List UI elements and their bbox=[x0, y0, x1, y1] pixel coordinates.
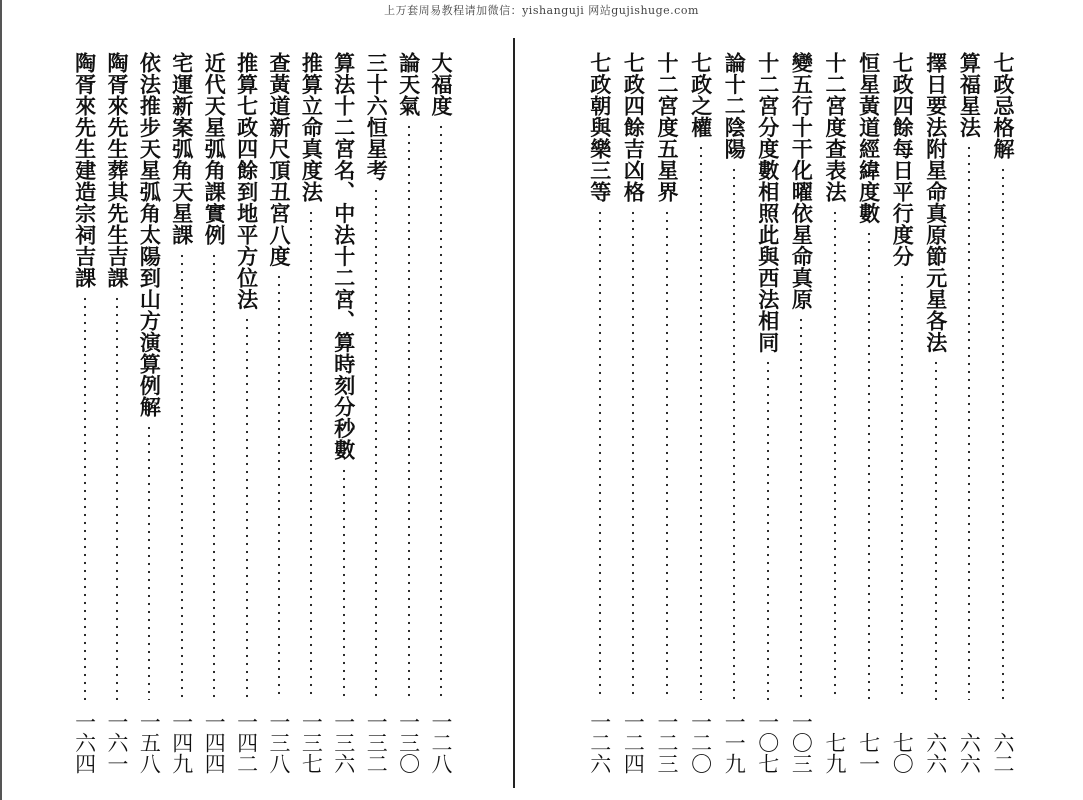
toc-entry-left-2 bbox=[395, 52, 423, 774]
toc-entry-right-10 bbox=[687, 52, 715, 774]
toc-entry-page: 六六 bbox=[957, 732, 982, 774]
toc-entry-page: 一二六 bbox=[587, 711, 612, 774]
toc-entry-title: 算法十二宮名、中法十二宮、算時刻分秒數 bbox=[331, 52, 357, 461]
toc-dot-leader bbox=[84, 295, 86, 701]
toc-entry-right-12 bbox=[619, 52, 647, 774]
toc-entry-right-6 bbox=[821, 52, 849, 774]
toc-entry-page: 一二四 bbox=[621, 711, 646, 774]
toc-entry-title: 十二宮度五星界 bbox=[655, 52, 680, 203]
toc-entry-right-7 bbox=[787, 52, 815, 774]
toc-dot-leader bbox=[440, 123, 442, 701]
toc-entry-page: 一四二 bbox=[234, 711, 259, 774]
toc-entry-page: 一六四 bbox=[72, 711, 97, 774]
toc-entry-title: 變五行十干化曜依星命真原 bbox=[789, 52, 815, 310]
toc-entry-page: 六二 bbox=[991, 732, 1015, 774]
toc-entry-page: 一二三 bbox=[655, 711, 679, 774]
toc-dot-leader bbox=[767, 359, 769, 700]
toc-entry-page: 七九 bbox=[823, 732, 847, 774]
toc-dot-leader bbox=[375, 187, 377, 700]
left-page bbox=[0, 0, 513, 800]
toc-entry-left-1 bbox=[427, 52, 455, 774]
toc-entry-left-12 bbox=[71, 52, 99, 774]
toc-entry-title: 陶胥來先生葬其先生吉課 bbox=[105, 52, 130, 289]
toc-dot-leader bbox=[901, 273, 903, 700]
toc-entry-page: 一五八 bbox=[137, 711, 162, 774]
toc-entry-title: 算福星法 bbox=[957, 52, 983, 138]
toc-entry-right-13 bbox=[586, 52, 614, 774]
toc-dot-leader bbox=[213, 252, 215, 701]
toc-entry-title: 論天氣 bbox=[396, 52, 422, 117]
toc-entry-page: 一三七 bbox=[299, 711, 324, 774]
toc-entry-right-5 bbox=[855, 52, 883, 774]
toc-entry-left-11 bbox=[103, 52, 131, 774]
toc-dot-leader bbox=[700, 144, 702, 700]
toc-entry-page: 一六一 bbox=[105, 711, 129, 774]
toc-dot-leader bbox=[116, 295, 118, 701]
toc-entry-title: 論十二陰陽 bbox=[722, 52, 748, 160]
toc-entry-title: 陶胥來先生建造宗祠吉課 bbox=[72, 52, 98, 289]
toc-entry-title: 近代天星弧角課實例 bbox=[202, 52, 228, 246]
toc-dot-leader bbox=[408, 123, 410, 701]
toc-dot-leader bbox=[800, 316, 802, 700]
toc-entry-page: 七一 bbox=[856, 732, 881, 774]
toc-entry-title: 十二宮度查表法 bbox=[823, 52, 848, 203]
toc-entry-title: 七政四餘吉凶格 bbox=[621, 52, 647, 203]
toc-entry-title: 恒星黃道經緯度數 bbox=[856, 52, 882, 224]
toc-entry-page: 一三八 bbox=[267, 711, 291, 774]
toc-entry-page: 一四四 bbox=[202, 711, 227, 774]
toc-entry-page: 一二八 bbox=[429, 711, 453, 774]
toc-entry-page: 七〇 bbox=[890, 732, 915, 774]
toc-entry-page: 一〇七 bbox=[755, 711, 780, 774]
toc-entry-right-2 bbox=[955, 52, 983, 774]
toc-entry-title: 七政之權 bbox=[688, 52, 714, 138]
toc-dot-leader bbox=[868, 230, 870, 700]
toc-dot-leader bbox=[310, 209, 312, 701]
toc-entry-page: 一四九 bbox=[169, 711, 194, 774]
toc-entry-page: 一三二 bbox=[364, 711, 389, 774]
center-fold-line bbox=[513, 38, 515, 788]
toc-entry-right-8 bbox=[754, 52, 782, 774]
toc-entry-page: 六六 bbox=[923, 732, 948, 774]
toc-entry-title: 三十六恒星考 bbox=[364, 52, 390, 181]
toc-dot-leader bbox=[599, 209, 601, 701]
toc-entry-page: 一三〇 bbox=[396, 711, 421, 774]
toc-dot-leader bbox=[666, 209, 668, 701]
toc-entry-left-9 bbox=[168, 52, 196, 774]
toc-entry-page: 一一九 bbox=[722, 711, 747, 774]
right-page bbox=[517, 0, 1083, 800]
toc-entry-right-9 bbox=[720, 52, 748, 774]
toc-entry-title: 推算七政四餘到地平方位法 bbox=[234, 52, 260, 310]
toc-dot-leader bbox=[834, 209, 836, 701]
toc-entry-left-8 bbox=[200, 52, 228, 774]
toc-entry-right-11 bbox=[653, 52, 681, 774]
toc-entry-right-1 bbox=[989, 52, 1017, 774]
toc-entry-title: 查黃道新尺頂丑宮八度 bbox=[267, 52, 292, 267]
toc-entry-left-7 bbox=[233, 52, 261, 774]
toc-dot-leader bbox=[343, 467, 345, 701]
toc-dot-leader bbox=[278, 273, 280, 700]
toc-entry-title: 十二宮分度數相照此與西法相同 bbox=[755, 52, 781, 353]
toc-dot-leader bbox=[246, 316, 248, 700]
toc-entry-title: 推算立命真度法 bbox=[299, 52, 325, 203]
toc-entry-left-10 bbox=[135, 52, 163, 774]
toc-entry-page: 一三六 bbox=[331, 711, 356, 774]
toc-dot-leader bbox=[935, 359, 937, 700]
toc-entry-left-4 bbox=[330, 52, 358, 774]
toc-entry-title: 依法推步天星弧角太陽到山方演算例解 bbox=[137, 52, 163, 418]
toc-dot-leader bbox=[1002, 166, 1004, 701]
toc-entry-title: 大福度 bbox=[429, 52, 454, 117]
toc-entry-title: 七政朝與樂三等 bbox=[587, 52, 613, 203]
toc-dot-leader bbox=[968, 144, 970, 700]
toc-dot-leader bbox=[181, 252, 183, 701]
toc-dot-leader bbox=[148, 424, 150, 701]
toc-entry-page: 一〇三 bbox=[789, 711, 814, 774]
watermark-text: 上万套周易教程请加微信：yishanguji 网站gujishuge.com bbox=[384, 4, 699, 17]
toc-entry-left-3 bbox=[362, 52, 390, 774]
toc-entry-page: 一二〇 bbox=[688, 711, 713, 774]
toc-entry-left-5 bbox=[297, 52, 325, 774]
toc-entry-title: 擇日要法附星命真原節元星各法 bbox=[923, 52, 949, 353]
toc-entry-right-3 bbox=[922, 52, 950, 774]
toc-entry-title: 宅運新案弧角天星課 bbox=[169, 52, 195, 246]
toc-entry-title: 七政忌格解 bbox=[991, 52, 1016, 160]
toc-dot-leader bbox=[733, 166, 735, 701]
toc-entry-right-4 bbox=[888, 52, 916, 774]
toc-entry-title: 七政四餘每日平行度分 bbox=[890, 52, 916, 267]
toc-entry-left-6 bbox=[265, 52, 293, 774]
toc-dot-leader bbox=[632, 209, 634, 701]
